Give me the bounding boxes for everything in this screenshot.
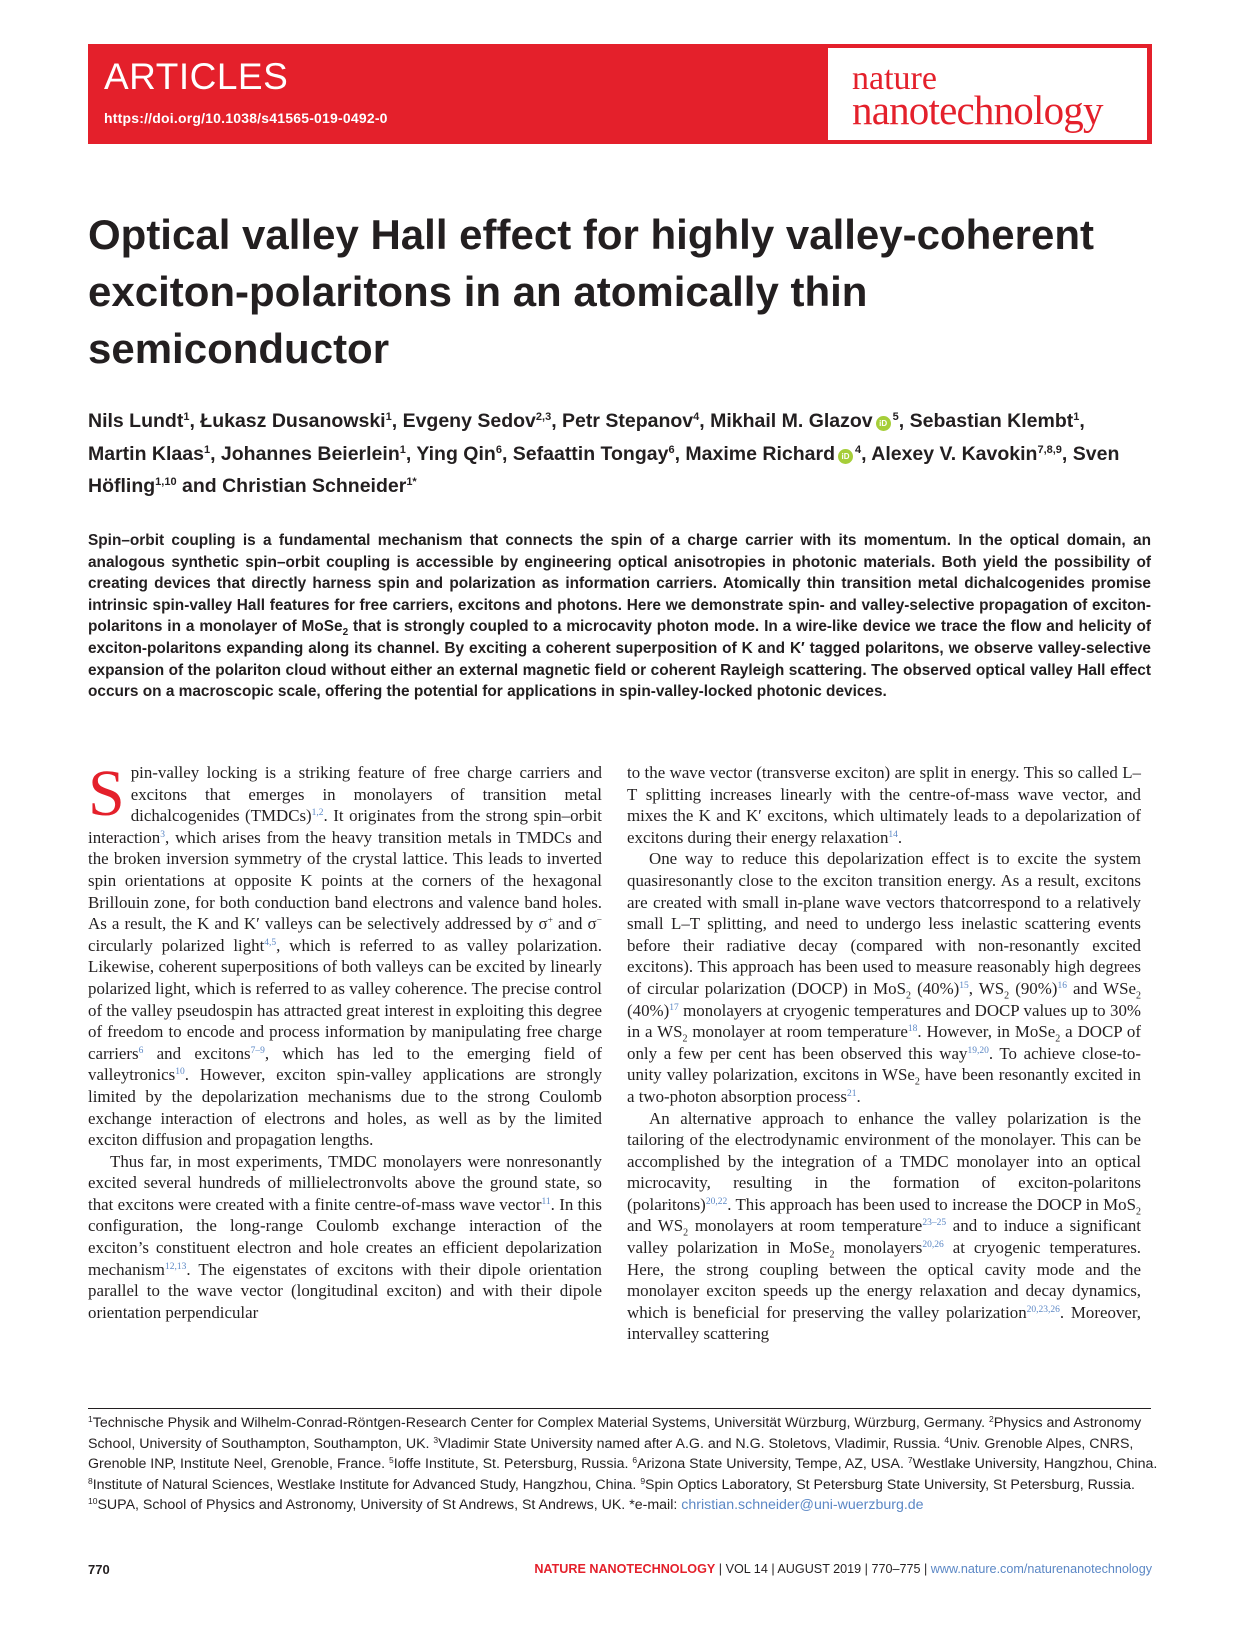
body-paragraph: One way to reduce this depolarization effect is to excite the system quasiresonantly close to the exciton transition energy. As a result, excitons are created with small in-plane wave vectors thatcorrespond to a relatively small L–T splitting, and need to undergo less inelastic scattering events before their radiative decay (compared with non-resonantly excited excitons). This approach has been used to measure reasonably high degrees of circular polarization (DOCP) in MoS$_2$ $(40\%)^{15}$, $WS_2$ $(90\%)^{16}$ and WSe$_2$ $(40\%)^{17}$ monolayers at cryogenic temperatures and DOCP values up to 30% in a $WS_2$ monolayer at room temperature$^{18}$. However, in MoSe$_2$ a DOCP of only a few per cent has been observed this way$^{19,20}$. To achieve close-to-unity valley polarization, excitons in WSe$_2$ have been resonantly excited in a two-photon absorption process$^{21}$. [627, 849, 1142, 1106]
body-paragraph: Spin-valley locking is a striking feature of free charge carriers and excitons that emerges in monolayers of transition metal dichalcogenides (TMDCs)$^{1,2}$. It originates from the strong spin–orbit interaction$^3$, which arises from the heavy transition metals in TMDCs and the broken inversion symmetry of the crystal lattice. This leads to inverted spin orientations at opposite K points at the corners of the hexagonal Brillouin zone, for both conduction band electrons and valence band holes. As a result, the K and K′ valleys can be selectively addressed by σ+ and σ− circularly polarized light$^{4,5}$, which is referred to as valley polarization. Likewise, coherent superpositions of both valleys can be excited by linearly polarized light, which is referred to as valley coherence. The precise control of the valley pseudospin has attracted great interest in exploiting this degree of freedom to encode and process information by manipulating free charge carriers$^6$ and excitons$^{7-9}$, which has led to the emerging field of valleytronics$^{10}$. However, exciton spin-valley applications are strongly limited by the depolarization mechanisms due to the strong Coulomb exchange interaction of electrons and holes, as well as by the limited exciton diffusion and propagation lengths. [88, 757, 602, 1150]
subscript: 2 [829, 1249, 835, 1261]
affiliation-text: SUPA, School of Physics and Astronomy, University of St Andrews, St Andrews, UK. [97, 1497, 630, 1514]
author [562, 410, 699, 432]
superscript: + [547, 916, 553, 927]
citation-ref: 11 [541, 1196, 551, 1207]
author-name: Ying Qin [416, 442, 496, 465]
author-name: Martin Klaas [88, 442, 204, 465]
affiliation-text: Spin Optics Laboratory, St Petersburg State University, St Petersburg, Russia. [645, 1476, 1135, 1493]
author-name: Sven Höfling [88, 442, 1120, 497]
citation-ref: 20,22 [705, 1196, 728, 1207]
subscript: 2 [1136, 990, 1142, 1002]
author-name: Sebastian Klembt [909, 410, 1074, 432]
affiliation-text: Vladimir State University named after A.G. and N.G. Stoletovs, Vladimir, Russia. [438, 1435, 945, 1452]
affiliation-number: 2 [988, 1414, 994, 1424]
author-list: Nils Lundt$^1$, Łukasz Dusanowski$^1$, Evgeny Sedov$^{2,3}$, Petr Stepanov$^4$, Mikhail M. Glazov $iD^5$, Sebastian Klembt$^1$, Martin Klaas$^1$, Johannes Beierlein$^1$, Ying Qin$^6$, Sefaattin Tongay$^6$, Maxime Richard $iD^4$, Alexey V. Kavokin$^{7,8,9}$, Sven Höfling$^{1,10}$ and Christian Schneider$^{1*}$ [88, 410, 1120, 497]
citation-ref: 7–9 [250, 1045, 265, 1056]
citation-ref: 1,2 [311, 808, 324, 819]
orcid-icon[interactable]: iD [876, 416, 891, 431]
citation-ref: 21 [847, 1088, 857, 1099]
article-title: Optical valley Hall effect for highly valley-coherent exciton-polaritons in an atomically thin semiconductor [88, 211, 1094, 372]
body-column-right [627, 762, 1141, 1345]
author-affiliation: 5 [892, 411, 899, 423]
superscript: − [596, 916, 602, 927]
author-affiliation: 1 [203, 443, 211, 456]
citation-ref: 23–25 [922, 1218, 947, 1229]
affiliation-text: Physics and Astronomy School, University of Southampton, Southampton, UK. [88, 1415, 1142, 1452]
author-name: Maxime Richard [685, 442, 835, 465]
email-label: *e-mail: [629, 1497, 682, 1514]
affiliation-text: Arizona State University, Tempe, AZ, USA. [637, 1456, 908, 1473]
abstract [88, 530, 1151, 703]
drop-cap: S [88, 757, 125, 830]
orcid-icon[interactable]: iD [838, 449, 853, 464]
footer-volume: VOL 14 [725, 1562, 768, 1576]
body-paragraph: Thus far, in most experiments, TMDC monolayers were nonresonantly excited several hundreds of millielectronvolts above the ground state, so that excitons were created with a finite centre-of-mass wave vector$^{11}$. In this configuration, the long-range Coulomb exchange interaction of the exciton’s constituent electron and hole creates an efficient depolarization mechanism$^{12,13}$. The eigenstates of excitons with their dipole orientation parallel to the wave vector (longitudinal exciton) and with their dipole orientation perpendicular [88, 1151, 602, 1322]
author [685, 443, 861, 465]
footer-url[interactable]: www.nature.com/naturenanotechnology [930, 1562, 1152, 1576]
citation-ref: 18 [907, 1024, 918, 1035]
author [221, 443, 406, 465]
subscript: 2 [682, 1033, 688, 1045]
affiliation-text: Westlake University, Hangzhou, China. [912, 1456, 1158, 1473]
footer-pages: 770–775 [871, 1562, 921, 1576]
author [222, 475, 417, 497]
author [871, 443, 1062, 465]
author-name: Łukasz Dusanowski [200, 410, 386, 432]
citation-ref: 4,5 [264, 937, 277, 948]
abstract-text-1: Spin–orbit coupling is a fundamental mechanism that connects the spin of a charge carrier with its momentum. In the optical domain, an analogous synthetic spin–orbit coupling is accessible by engineering optical anisotropies in photonic materials. Both yield the possibility of creating devices that directly harness spin and polarization as information carriers. Atomically thin transition metal dichalcogenides promise intrinsic spin-valley Hall features for free carriers, excitons and photons. Here we demonstrate spin- and valley-selective propagation of exciton-polaritons in a monolayer of MoSe [88, 532, 1151, 636]
author-name: Mikhail M. Glazov [710, 410, 873, 432]
subscript: 2 [1055, 1033, 1061, 1045]
footer-date: AUGUST 2019 [777, 1562, 862, 1576]
author-name: Nils Lundt [88, 410, 184, 432]
affiliation-number: 6 [632, 1455, 638, 1466]
author [200, 410, 391, 432]
footer-journal: NATURE NANOTECHNOLOGY [534, 1562, 716, 1576]
author-name: Sefaattin Tongay [512, 442, 669, 465]
affiliation-number: 9 [640, 1475, 646, 1486]
footnote-divider [88, 1408, 1151, 1409]
affiliation-number: 7 [907, 1455, 913, 1466]
author-affiliation: 1 [385, 411, 392, 423]
affiliation-text: Technische Physik and Wilhelm-Conrad-Röntgen-Research Center for Complex Material Systems, Universität Würzburg, Würzburg, Germany. [92, 1415, 989, 1431]
journal-logo [828, 48, 1147, 140]
citation-ref: 3 [160, 829, 165, 840]
author-name: Petr Stepanov [562, 410, 694, 432]
body-column-left [88, 757, 602, 1323]
affiliation-text: Ioffe Institute, St. Petersburg, Russia. [393, 1456, 633, 1473]
author-affiliation: 4 [854, 443, 862, 456]
affiliation-number: 10 [88, 1496, 98, 1507]
article-header-banner [88, 44, 1152, 144]
author [403, 410, 552, 432]
section-label: ARTICLES [104, 56, 289, 97]
citation-ref: 15 [959, 980, 969, 991]
citation-ref: 10 [175, 1067, 185, 1078]
subscript: 2 [914, 1076, 920, 1088]
author [88, 410, 189, 432]
abstract-subscript: 2 [342, 627, 349, 639]
author-affiliation: 1* [406, 476, 417, 488]
subscript: 2 [906, 990, 911, 1002]
affiliation-number: 8 [88, 1475, 93, 1486]
affiliation-number: 4 [944, 1434, 950, 1445]
author-affiliation: 1 [399, 443, 406, 456]
page-number: 770 [88, 1562, 110, 1577]
affiliation-text: Univ. Grenoble Alpes, CNRS, Grenoble INP, Institute Neel, Grenoble, France. [88, 1435, 1134, 1473]
subscript: 2 [1004, 990, 1010, 1002]
subscript: 2 [683, 1227, 689, 1239]
doi-link[interactable]: https://doi.org/10.1038/s41565-019-0492-0 [104, 110, 388, 126]
abstract-text-2: that is strongly coupled to a microcavity photon mode. In a wire-like device we trace the flow and helicity of exciton-polaritons expanding along its channel. By exciting a coherent superposition of K and K′ tagged polaritons, we observe valley-selective expansion of the polariton cloud without either an external magnetic field or coherent Rayleigh scattering. The observed optical valley Hall effect occurs on a macroscopic scale, offering the potential for applications in spin-valley-locked photonic devices. [88, 618, 1151, 701]
affiliation-number: 3 [433, 1434, 439, 1445]
author-affiliation: 6 [668, 443, 675, 456]
author-name: Evgeny Sedov [402, 410, 536, 432]
author-affiliation: 4 [693, 411, 700, 423]
journal-name-line2: nanotechnology [852, 87, 1103, 133]
affiliation-text: Institute of Natural Sciences, Westlake Institute for Advanced Study, Hangzhou, China. [92, 1476, 641, 1493]
author [88, 443, 210, 465]
citation-ref: 19,20 [967, 1045, 989, 1056]
author-affiliation: 1,10 [155, 476, 177, 488]
body-paragraph: to the wave vector (transverse exciton) are split in energy. This so called L–T splitting increases linearly with the centre-of-mass wave vector, and mixes the K and K′ excitons, which ultimately leads to a depolarization of excitons during their energy relaxation$^{14}$. [627, 763, 1141, 847]
citation-ref: 20,26 [922, 1240, 944, 1251]
author-affiliation: 2,3 [535, 411, 552, 423]
author-name: Alexey V. Kavokin [871, 442, 1038, 465]
author [910, 410, 1080, 432]
author [416, 443, 502, 465]
citation-ref: 16 [1057, 980, 1067, 991]
journal-name-line1: nature [852, 60, 937, 97]
author-affiliation: 7,8,9 [1037, 443, 1062, 456]
affiliation-number: 5 [388, 1455, 394, 1466]
author-affiliation: 1 [1073, 411, 1080, 423]
citation-ref: 14 [888, 829, 898, 840]
citation-ref: 17 [669, 1002, 679, 1013]
author [710, 410, 899, 432]
page-footer: NATURE NANOTECHNOLOGY | VOL 14 | AUGUST 2019 | 770–775 | www.nature.com/naturenanotechnology [534, 1562, 1152, 1576]
citation-ref: 20,23,26 [1026, 1304, 1060, 1315]
author-affiliation: 6 [495, 443, 502, 456]
author-affiliation: 1 [183, 411, 190, 423]
subscript: 2 [1136, 1206, 1141, 1218]
author-name: Johannes Beierlein [220, 442, 400, 465]
author [513, 443, 675, 465]
affiliation-number: 1 [88, 1414, 93, 1424]
email-link[interactable]: christian.schneider@uni-wuerzburg.de [681, 1497, 924, 1514]
citation-ref: 6 [138, 1045, 144, 1056]
author-name: Christian Schneider [222, 475, 407, 497]
body-paragraph: An alternative approach to enhance the valley polarization is the tailoring of the electrodynamic environment of the monolayer. This can be accomplished by the integration of a TMDC monolayer into an optical microcavity, resulting in the formation of exciton-polaritons (polaritons)$^{20,22}$. This approach has been used to increase the DOCP in MoS$_2$ and $WS_2$ monolayers at room temperature$^{23-25}$ and to induce a significant valley polarization in MoSe$_2$ monolayers$^{20,26}$ at cryogenic temperatures. Here, the strong coupling between the optical cavity mode and the monolayer exciton speeds up the energy relaxation and decay dynamics, which is beneficial for preserving the valley polarization$^{20,23,26}$. Moreover, intervalley scattering [627, 1108, 1141, 1344]
citation-ref: 12,13 [164, 1261, 187, 1272]
affiliations [88, 1413, 1158, 1516]
